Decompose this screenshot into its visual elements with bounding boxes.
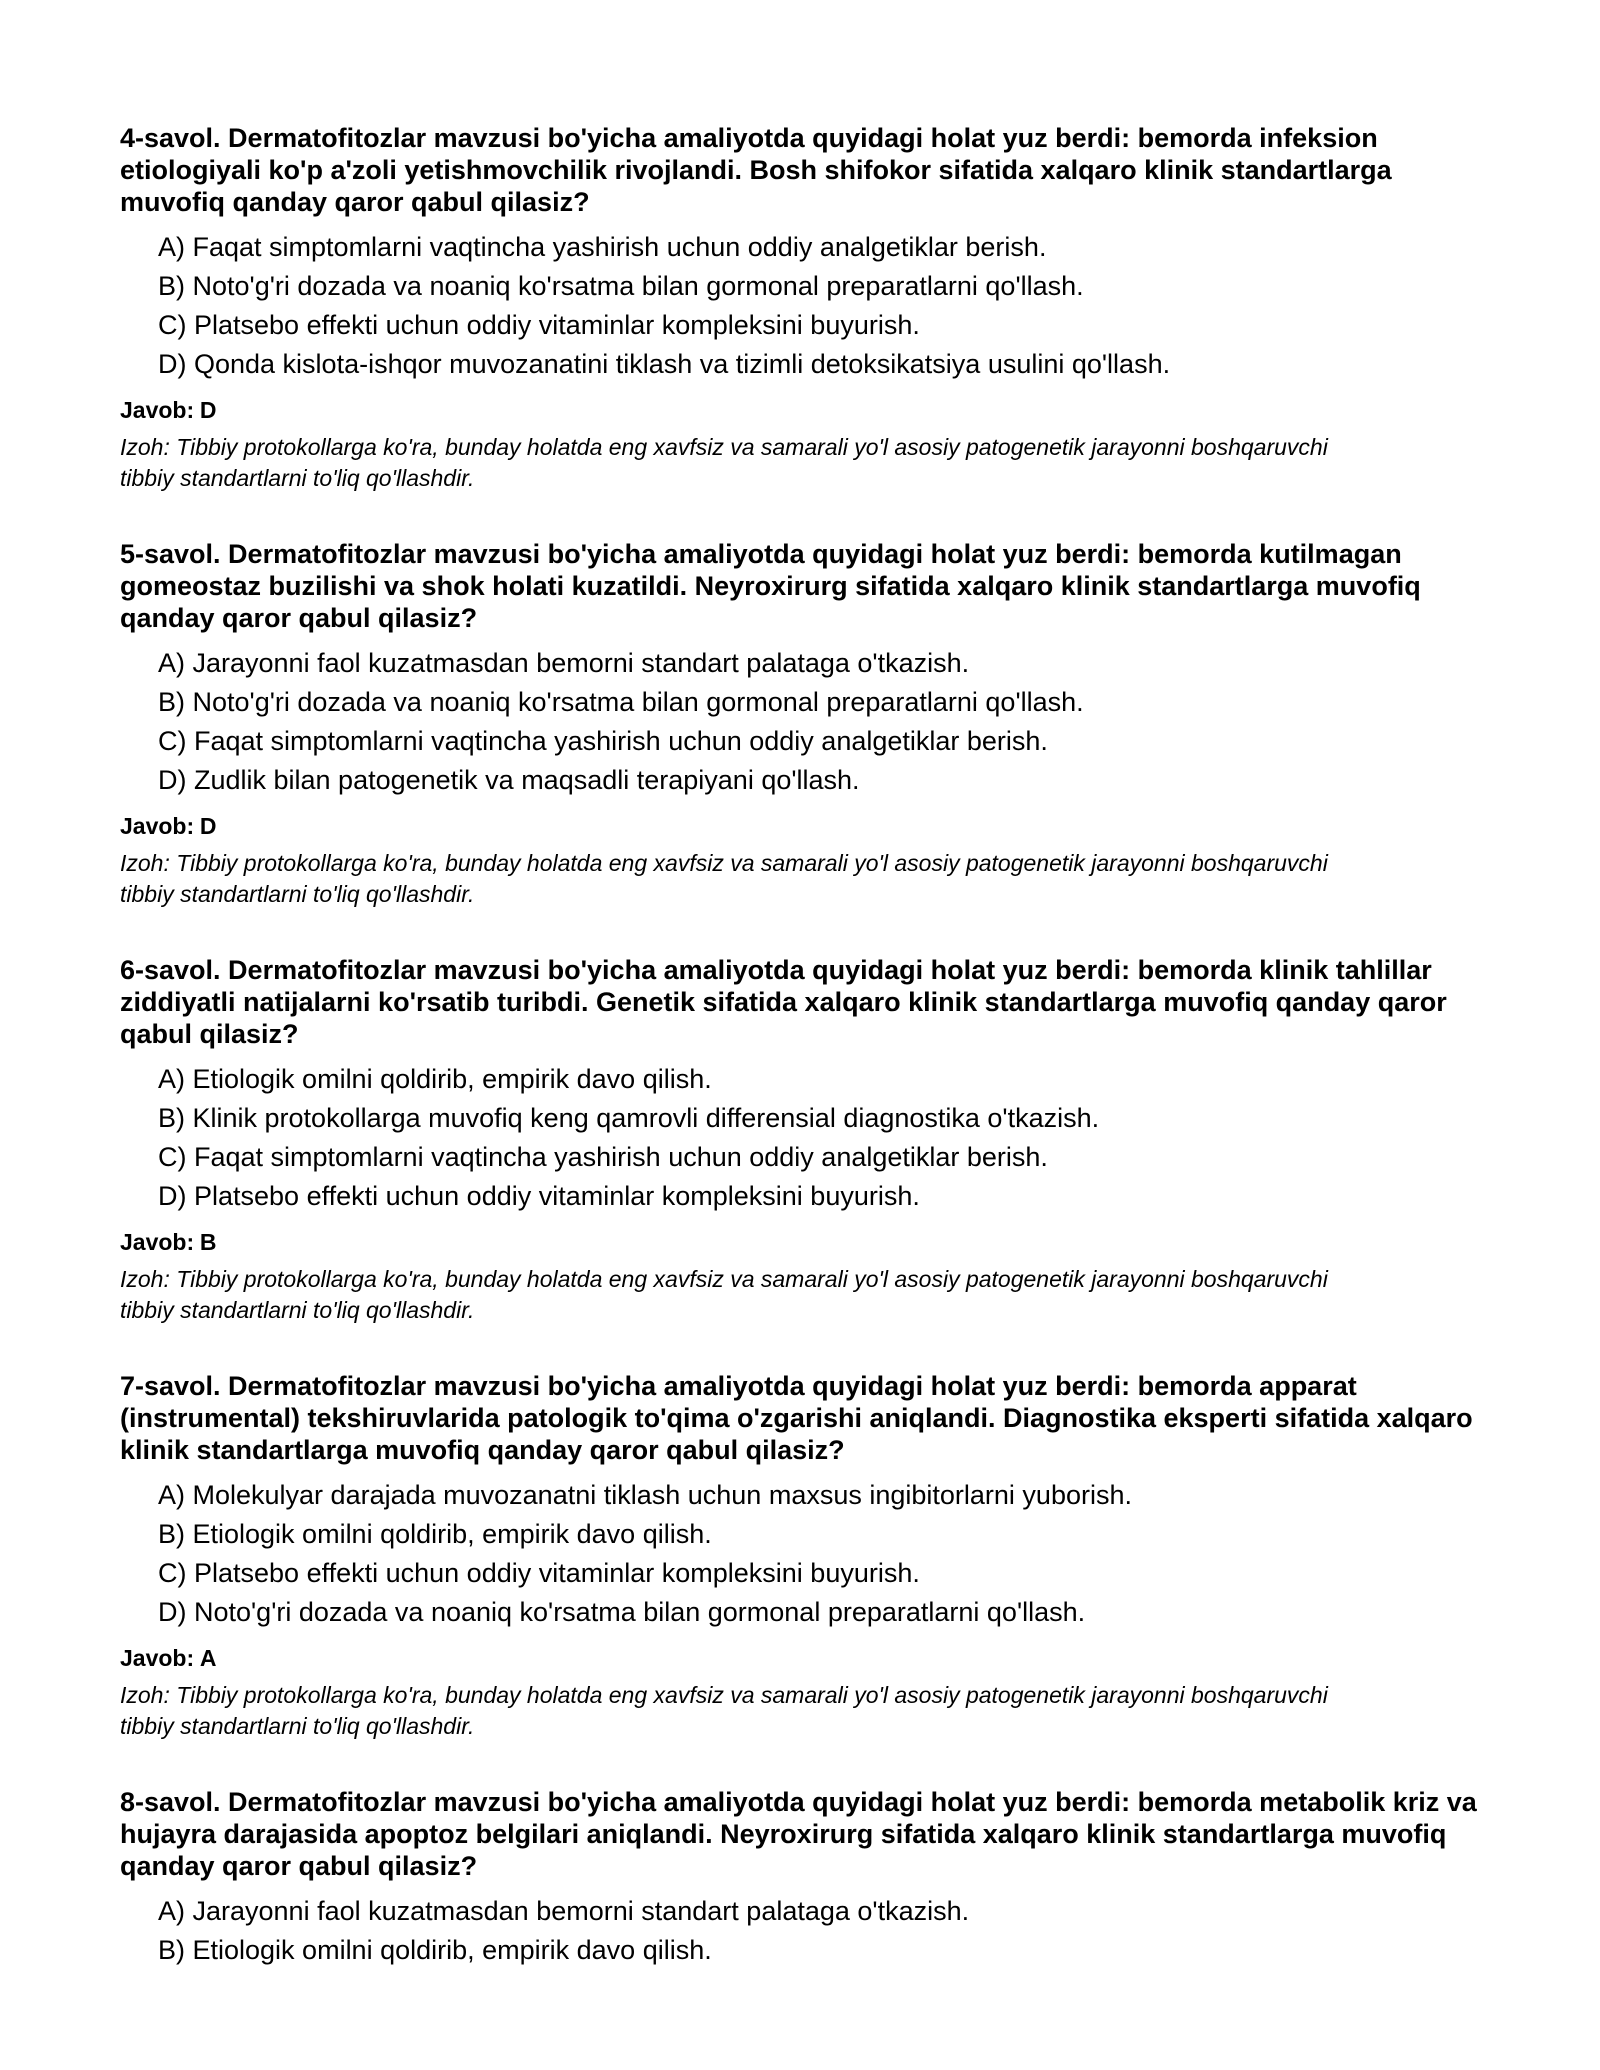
option-c: C) Platsebo effekti uchun oddiy vitaminlar kompleksini buyurish. [158, 310, 920, 340]
question-block [120, 122, 1500, 494]
question-block [120, 954, 1500, 1326]
option-d: D) Qonda kislota-ishqor muvozanatini tiklash va tizimli detoksikatsiya usulini qo'llash. [158, 349, 1171, 379]
explanation-note: Izoh: Tibbiy protokollarga ko'ra, bunday holatda eng xavfsiz va samarali yo'l asosiy patogenetik jarayonni boshqaruvchi tibbiy standartlarni to'liq qo'llashdir. [120, 850, 1328, 907]
option-a: A) Faqat simptomlarni vaqtincha yashirish uchun oddiy analgetiklar berish. [158, 232, 1047, 262]
option-a: A) Jarayonni faol kuzatmasdan bemorni standart palataga o'tkazish. [158, 648, 970, 678]
answer-label: Javob: [120, 813, 195, 839]
answer-line [120, 810, 1500, 842]
answer-line [120, 394, 1500, 426]
question-text: 4-savol. Dermatofitozlar mavzusi bo'yicha amaliyotda quyidagi holat yuz berdi: bemorda infeksion etiologiyali ko'p a'zoli yetishmovchilik rivojlandi. Bosh shifokor sifatida xalqaro klinik standartlarga muvofiq qanday qaror qabul qilasiz? [120, 123, 1392, 217]
question-text: 7-savol. Dermatofitozlar mavzusi bo'yicha amaliyotda quyidagi holat yuz berdi: bemorda apparat (instrumental) tekshiruvlarida patologik to'qima o'zgarishi aniqlandi. Diagnostika eksperti sifatida xalqaro klinik standartlarga muvofiq qanday qaror qabul qilasiz? [120, 1371, 1473, 1465]
option-c: C) Faqat simptomlarni vaqtincha yashirish uchun oddiy analgetiklar berish. [158, 1142, 1048, 1172]
question-block [120, 1786, 1500, 1970]
answer-label: Javob: [120, 1229, 195, 1255]
option-b: B) Klinik protokollarga muvofiq keng qamrovli differensial diagnostika o'tkazish. [158, 1103, 1100, 1133]
answer-letter: B [199, 1229, 217, 1255]
explanation-note: Izoh: Tibbiy protokollarga ko'ra, bunday holatda eng xavfsiz va samarali yo'l asosiy patogenetik jarayonni boshqaruvchi tibbiy standartlarni to'liq qo'llashdir. [120, 1266, 1328, 1323]
question-block [120, 1370, 1500, 1742]
option-c: C) Faqat simptomlarni vaqtincha yashirish uchun oddiy analgetiklar berish. [158, 726, 1048, 756]
document-page [120, 122, 1500, 2014]
options-list [120, 228, 1500, 384]
answer-letter: A [199, 1645, 217, 1671]
explanation-note: Izoh: Tibbiy protokollarga ko'ra, bunday holatda eng xavfsiz va samarali yo'l asosiy patogenetik jarayonni boshqaruvchi tibbiy standartlarni to'liq qo'llashdir. [120, 1682, 1328, 1739]
option-c: C) Platsebo effekti uchun oddiy vitaminlar kompleksini buyurish. [158, 1558, 920, 1588]
answer-line [120, 1642, 1500, 1674]
question-text: 8-savol. Dermatofitozlar mavzusi bo'yicha amaliyotda quyidagi holat yuz berdi: bemorda metabolik kriz va hujayra darajasida apoptoz belgilari aniqlandi. Neyroxirurg sifatida xalqaro klinik standartlarga muvofiq qanday qaror qabul qilasiz? [120, 1787, 1477, 1881]
option-a: A) Etiologik omilni qoldirib, empirik davo qilish. [158, 1064, 712, 1094]
answer-label: Javob: [120, 1645, 195, 1671]
answer-line [120, 1226, 1500, 1258]
options-list [120, 1476, 1500, 1632]
answer-label: Javob: [120, 397, 195, 423]
option-d: D) Platsebo effekti uchun oddiy vitaminlar kompleksini buyurish. [158, 1181, 920, 1211]
answer-letter: D [199, 397, 217, 423]
question-block [120, 538, 1500, 910]
option-b: B) Etiologik omilni qoldirib, empirik davo qilish. [158, 1935, 712, 1965]
explanation-note: Izoh: Tibbiy protokollarga ko'ra, bunday holatda eng xavfsiz va samarali yo'l asosiy patogenetik jarayonni boshqaruvchi tibbiy standartlarni to'liq qo'llashdir. [120, 434, 1328, 491]
option-a: A) Jarayonni faol kuzatmasdan bemorni standart palataga o'tkazish. [158, 1896, 970, 1926]
question-text: 5-savol. Dermatofitozlar mavzusi bo'yicha amaliyotda quyidagi holat yuz berdi: bemorda kutilmagan gomeostaz buzilishi va shok holati kuzatildi. Neyroxirurg sifatida xalqaro klinik standartlarga muvofiq qanday qaror qabul qilasiz? [120, 539, 1421, 633]
option-b: B) Etiologik omilni qoldirib, empirik davo qilish. [158, 1519, 712, 1549]
options-list [120, 644, 1500, 800]
option-a: A) Molekulyar darajada muvozanatni tiklash uchun maxsus ingibitorlarni yuborish. [158, 1480, 1132, 1510]
option-b: B) Noto'g'ri dozada va noaniq ko'rsatma bilan gormonal preparatlarni qo'llash. [158, 271, 1084, 301]
question-text: 6-savol. Dermatofitozlar mavzusi bo'yicha amaliyotda quyidagi holat yuz berdi: bemorda klinik tahlillar ziddiyatli natijalarni ko'rsatib turibdi. Genetik sifatida xalqaro klinik standartlarga muvofiq qanday qaror qabul qilasiz? [120, 955, 1447, 1049]
answer-letter: D [199, 813, 217, 839]
option-b: B) Noto'g'ri dozada va noaniq ko'rsatma bilan gormonal preparatlarni qo'llash. [158, 687, 1084, 717]
option-d: D) Noto'g'ri dozada va noaniq ko'rsatma bilan gormonal preparatlarni qo'llash. [158, 1597, 1086, 1627]
options-list [120, 1060, 1500, 1216]
options-list [120, 1892, 1500, 1970]
option-d: D) Zudlik bilan patogenetik va maqsadli terapiyani qo'llash. [158, 765, 860, 795]
